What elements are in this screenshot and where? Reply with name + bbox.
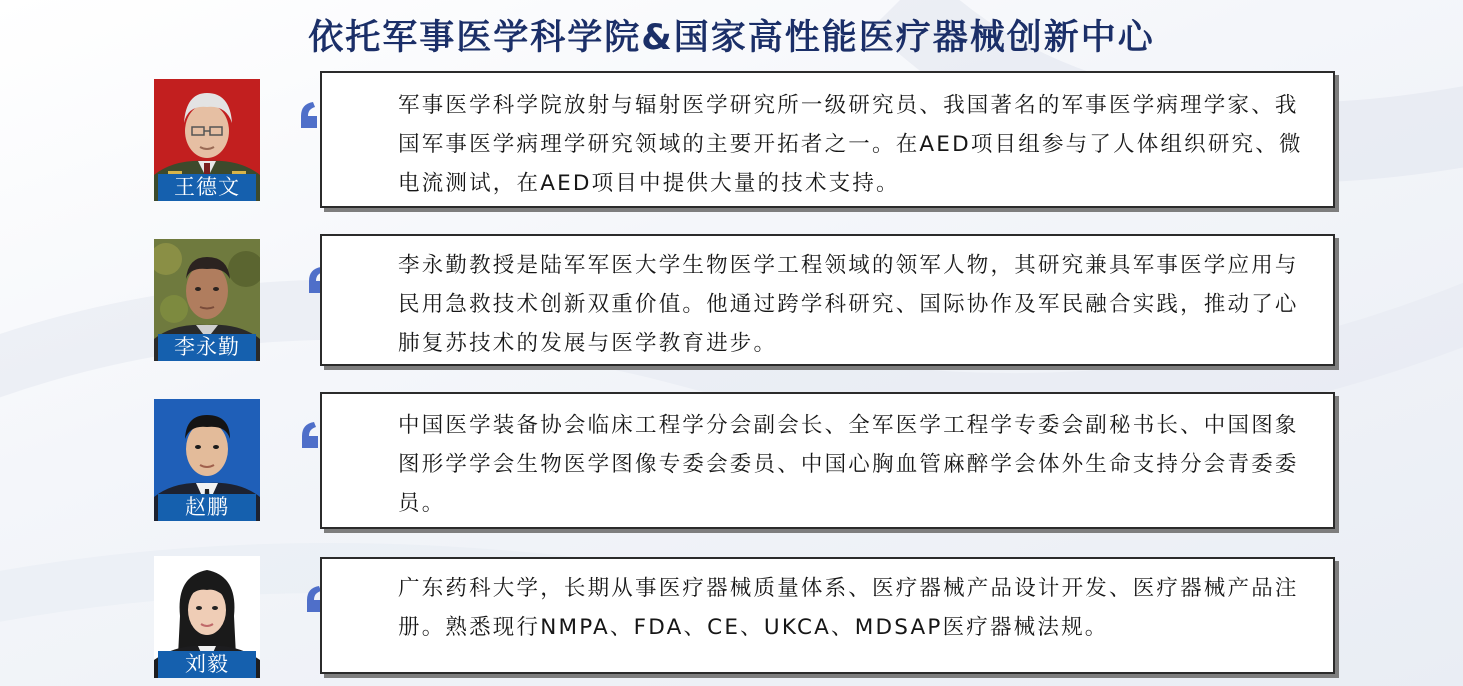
expert-description: 李永勤教授是陆军军医大学生物医学工程领域的领军人物，其研究兼具军事医学应用与民用急救技术创新双重价值。他通过跨学科研究、国际协作及军民融合实践，推动了心肺复苏技术的发展与医学教育进步。 (398, 253, 1299, 356)
expert-card (320, 557, 1335, 674)
page-title: 依托军事医学科学院&国家高性能医疗器械创新中心 (308, 18, 1155, 58)
expert-card (320, 71, 1335, 208)
expert-description: 中国医学装备协会临床工程学分会副会长、全军医学工程学专委会副秘书长、中国图象图形学学会生物医学图像专委会委员、中国心胸血管麻醉学会体外生命支持分会青委委员。 (398, 413, 1299, 516)
expert-description: 广东药科大学，长期从事医疗器械质量体系、医疗器械产品设计开发、医疗器械产品注册。熟悉现行NMPA、FDA、CE、UKCA、MDSAP医疗器械法规。 (398, 576, 1299, 640)
expert-photo (154, 556, 260, 678)
expert-photo (154, 79, 260, 201)
expert-photo (154, 399, 260, 521)
expert-card (320, 392, 1335, 529)
expert-description: 军事医学科学院放射与辐射医学研究所一级研究员、我国著名的军事医学病理学家、我国军事医学病理学研究领域的主要开拓者之一。在AED项目组参与了人体组织研究、微电流测试，在AED项目中提供大量的技术支持。 (398, 93, 1303, 196)
expert-name: 李永勤 (158, 334, 256, 361)
expert-name: 刘毅 (158, 651, 256, 678)
expert-name: 王德文 (158, 174, 256, 201)
expert-card (320, 234, 1335, 366)
expert-name: 赵鹏 (158, 494, 256, 521)
expert-photo (154, 239, 260, 361)
